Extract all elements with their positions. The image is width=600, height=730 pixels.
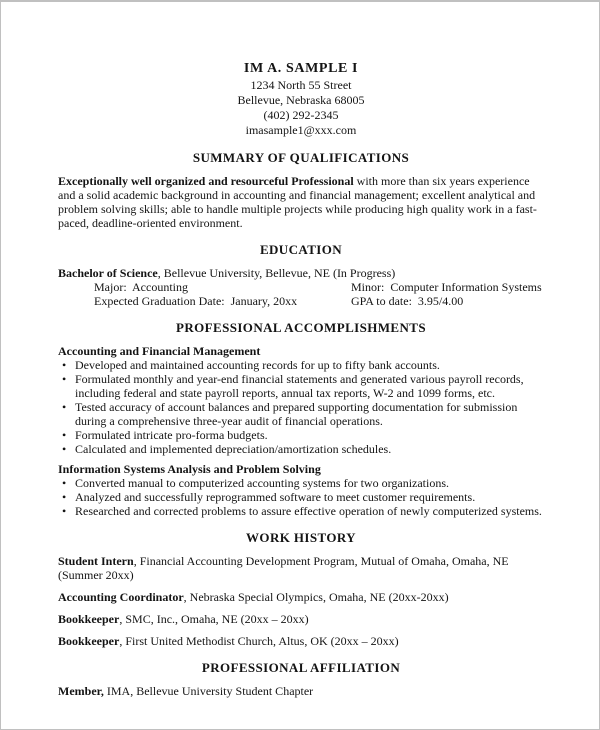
job-details-text: , SMC, Inc., Omaha, NE (20xx – 20xx)	[119, 612, 309, 626]
work-history-entry	[58, 590, 544, 604]
address-line-1: 1234 North 55 Street	[250, 78, 352, 92]
education-section-heading: EDUCATION	[259, 242, 343, 257]
degree-school-text: , Bellevue University, Bellevue, NE (In Progress)	[157, 266, 396, 280]
education-gpa: GPA to date: 3.95/4.00	[351, 294, 464, 308]
degree-name-bold: Bachelor of Science	[58, 266, 158, 280]
education-detail-row	[58, 294, 544, 308]
job-title-bold: Bookkeeper	[58, 612, 120, 626]
bullet-item: • Formulated monthly and year-end financial statements and generated various payroll records, including federal and state payroll reports, annual tax reports, W-2 and 1099 forms, etc.	[58, 372, 544, 400]
email-address: imasample1@xxx.com	[245, 123, 357, 137]
work-history-entry	[58, 554, 544, 582]
job-title-bold: Student Intern	[58, 554, 134, 568]
bullet-item: • Analyzed and successfully reprogrammed software to meet customer requirements.	[58, 490, 544, 504]
affiliation-details-text: IMA, Bellevue University Student Chapter	[103, 684, 314, 698]
affiliation-section-heading: PROFESSIONAL AFFILIATION	[201, 660, 401, 675]
work-history-entry	[58, 612, 544, 626]
job-title-bold: Bookkeeper	[58, 634, 120, 648]
work-history-entry	[58, 634, 544, 648]
education-detail-row	[58, 280, 544, 294]
address-line-2: Bellevue, Nebraska 68005	[237, 93, 365, 107]
work-history-section-heading: WORK HISTORY	[246, 530, 356, 545]
summary-lead-bold: Exceptionally well organized and resourceful Professional	[58, 174, 354, 188]
degree-line	[58, 266, 544, 280]
bullet-item: • Researched and corrected problems to assure effective operation of newly computerized systems.	[58, 504, 544, 518]
member-bold: Member,	[58, 684, 104, 698]
affiliation-entry	[58, 684, 544, 698]
contact-header	[58, 60, 544, 138]
bullet-item: • Formulated intricate pro-forma budgets.	[58, 428, 544, 442]
phone-number: (402) 292-2345	[263, 108, 339, 122]
job-details-text: , First United Methodist Church, Altus, OK (20xx – 20xx)	[119, 634, 399, 648]
bullet-item: • Developed and maintained accounting records for up to fifty bank accounts.	[58, 358, 544, 372]
summary-section-heading: SUMMARY OF QUALIFICATIONS	[192, 150, 410, 165]
accomplishments-subheading-accounting: Accounting and Financial Management	[58, 344, 261, 358]
summary-body-text: with more than six years experience and a solid academic background in accounting and financial management; excellent analytical and problem solving skills; able to handle multiple projects while producing high quality work in a fast-paced, deadline-oriented environment.	[58, 174, 537, 230]
bullet-item: • Calculated and implemented depreciation/amortization schedules.	[58, 442, 544, 456]
bullet-item: • Tested accuracy of account balances and prepared supporting documentation for submission during a comprehensive three-year audit of financial operations.	[58, 400, 544, 428]
education-graduation-date: Expected Graduation Date: January, 20xx	[94, 294, 298, 308]
job-details-text: , Nebraska Special Olympics, Omaha, NE (20xx-20xx)	[183, 590, 449, 604]
summary-paragraph	[58, 174, 544, 230]
education-minor: Minor: Computer Information Systems	[351, 280, 542, 294]
accounting-bullet-list	[58, 358, 544, 456]
candidate-name: IM A. SAMPLE I	[243, 61, 359, 76]
bullet-item: • Converted manual to computerized accounting systems for two organizations.	[58, 476, 544, 490]
job-title-bold: Accounting Coordinator	[58, 590, 184, 604]
education-major: Major: Accounting	[94, 280, 188, 294]
accomplishments-subheading-information-systems: Information Systems Analysis and Problem Solving	[58, 462, 321, 476]
job-details-text: , Financial Accounting Development Program, Mutual of Omaha, Omaha, NE (Summer 20xx)	[58, 554, 509, 582]
information-systems-bullet-list	[58, 476, 544, 518]
accomplishments-section-heading: PROFESSIONAL ACCOMPLISHMENTS	[176, 320, 426, 335]
